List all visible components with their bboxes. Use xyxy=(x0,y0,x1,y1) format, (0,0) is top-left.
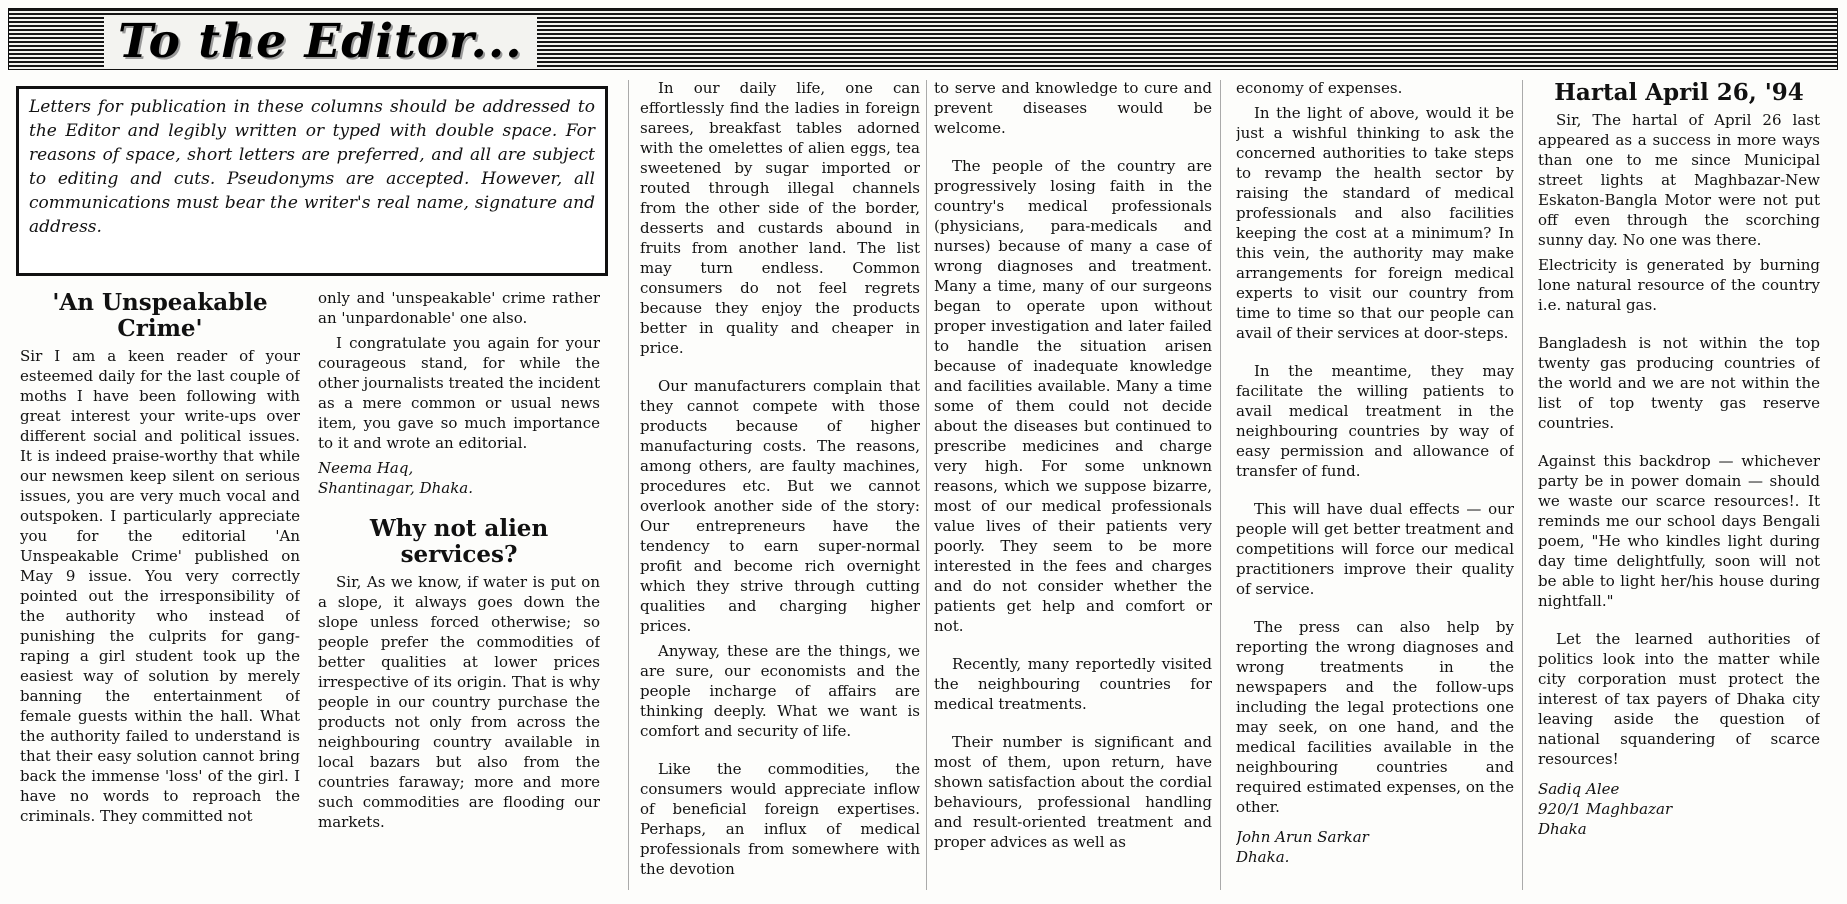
letter3-paragraph: Electricity is generated by burning lone natural resource of the country i.e. natural gas. xyxy=(1538,256,1820,314)
letter1-paragraph: only and 'unspeakable' crime rather an 'unpardonable' one also. xyxy=(318,289,600,327)
letter2-paragraph: Recently, many reportedly visited the neighbouring countries for medical treatments. xyxy=(934,655,1212,713)
letter1-signature xyxy=(318,458,600,498)
letter1-paragraph: Sir I am a keen reader of your esteemed daily for the last couple of moths I have been following with great interest your write-ups over different social and political issues. It is indeed praise-worthy that while our newsmen keep silent on serious issues, you are very much vocal and outspoken. I particularly appreciate you for the editorial 'An Unspeakable Crime' published on May 9 issue. You very correctly pointed out the irresponsibility of the authority who instead of punishing the culprits for gang-raping a girl student took up the easiest way of solution by merely banning the entertainment of female guests within the hall. What the authority failed to understand is that their easy solution cannot bring back the immense 'loss' of the girl. I have no words to reproach the criminals. They committed not xyxy=(20,347,300,825)
letter2-paragraph: Their number is significant and most of them, upon return, have shown satisfaction about the cordial behaviours, professional handling and result-oriented treatment and proper advices as well as xyxy=(934,733,1212,851)
signature-place: Dhaka xyxy=(1538,820,1587,838)
notice-text: Letters for publication in these columns should be addressed to the Editor and legibly written or typed with double space. For reasons of space, short letters are preferred, and all are subject to editing and cuts. Pseudonyms are accepted. However, all communications must bear the writer's real name, signature and address. xyxy=(29,97,595,237)
signature-place: Dhaka. xyxy=(1236,848,1290,866)
letter2-paragraph: The people of the country are progressively losing faith in the country's medical professionals (physicians, para-medicals and nurses) because of many a case of wrong diagnoses and treatment. Many a time, many of our surgeons began to operate upon without proper investigation and later failed to handle the situation arisen because of inadequate knowledge and facilities available. Many a time some of them could not decide about the diseases but continued to prescribe medicines and charge very high. For some unknown reasons, which we suppose bizarre, most of our medical professionals value lives of their patients very poorly. They seem to be more interested in the fees and charges and do not consider whether the patients get help and comfort or not. xyxy=(934,157,1212,635)
column-5 xyxy=(1236,78,1514,898)
letter3-signature xyxy=(1538,779,1820,839)
letter2-paragraph: In the light of above, would it be just a wishful thinking to ask the concerned authorities to take steps to revamp the health sector by raising the standard of medical professionals and also facilities keeping the cost at a minimum? In this vein, the authority may make arrangements for foreign medical experts to visit our country from time to time so that our people can avail of their services at door-steps. xyxy=(1236,104,1514,342)
letter2-paragraph: Sir, As we know, if water is put on a slope, it always goes down the slope unless forced otherwise; so people prefer the commodities of better qualities at lower prices irrespective of its origin. That is why people in our country purchase the products not only from across the neighbouring country available in local bazars but also from the countries faraway; more and more such commodities are flooding our markets. xyxy=(318,573,600,831)
letter2-signature xyxy=(1236,827,1514,867)
headline-hartal: Hartal April 26, '94 xyxy=(1554,79,1804,106)
headline-alien-services: Why not alien services? xyxy=(369,515,549,568)
column-6 xyxy=(1538,78,1820,898)
column-rule xyxy=(628,80,629,890)
submission-notice xyxy=(16,86,608,276)
letter2-paragraph: economy of expenses. xyxy=(1236,79,1403,97)
letter2-paragraph: Anyway, these are the things, we are sure, our economists and the people incharge of affairs are thinking deeply. What we want is comfort and security of life. xyxy=(640,642,920,740)
column-rule xyxy=(1220,80,1221,890)
column-1 xyxy=(20,288,300,900)
letter3-paragraph: Against this backdrop — whichever party be in power domain — should we waste our scarce resources!. It reminds me our school days Bengali poem, "He who kindles light during day time delightfully, soon will not be able to light her/his house during nightfall." xyxy=(1538,452,1820,610)
column-rule xyxy=(1522,80,1523,890)
column-4 xyxy=(934,78,1212,898)
signature-name: Neema Haq, xyxy=(318,459,414,477)
letter2-paragraph: Our manufacturers complain that they cannot compete with those products because of higher manufacturing costs. The reasons, among others, are faulty machines, procedures etc. But we cannot overlook another side of the story: Our entrepreneurs have the tendency to earn super-normal profit and become rich overnight which they strive through cutting qualities and charging higher prices. xyxy=(640,377,920,635)
headline-unspeakable-crime: 'An Unspeakable Crime' xyxy=(52,289,268,342)
letter3-paragraph: Let the learned authorities of politics look into the matter while city corporation must protect the interest of tax payers of Dhaka city leaving aside the question of national squandering of scarce resources! xyxy=(1538,630,1820,768)
letter2-paragraph: This will have dual effects — our people will get better treatment and competitions will force our medical practitioners improve their quality of service. xyxy=(1236,500,1514,598)
letter3-paragraph: Sir, The hartal of April 26 last appeared as a success in more ways than one to me since Municipal street lights at Maghbazar-New Eskaton-Bangla Motor were not put off even through the scorching sunny day. No one was there. xyxy=(1538,111,1820,249)
letter1-paragraph: I congratulate you again for your courageous stand, for while the other journalists treated the incident as a mere common or usual news item, you gave so much importance to it and wrote an editorial. xyxy=(318,334,600,452)
column-3 xyxy=(640,78,920,898)
letter2-paragraph: In our daily life, one can effortlessly find the ladies in foreign sarees, breakfast tables adorned with the omelettes of alien eggs, tea sweetened by sugar imported or routed through illegal channels from the other side of the border, desserts and custards abound in fruits from another land. The list may turn endless. Common consumers do not feel regrets because they enjoy the products better in quality and cheaper in price. xyxy=(640,79,920,357)
letter2-paragraph: The press can also help by reporting the wrong diagnoses and wrong treatments in the newspapers and the follow-ups including the legal protections one may seek, on one hand, and the medical facilities available in the neighbouring countries and required estimated expenses, on the other. xyxy=(1236,618,1514,816)
signature-name: Sadiq Alee xyxy=(1538,780,1620,798)
letter2-paragraph: to serve and knowledge to cure and prevent diseases would be welcome. xyxy=(934,79,1212,137)
letter3-paragraph: Bangladesh is not within the top twenty gas producing countries of the world and we are not within the list of top twenty gas reserve countries. xyxy=(1538,334,1820,432)
signature-address: 920/1 Maghbazar xyxy=(1538,800,1673,818)
previous-page-edge xyxy=(0,0,1847,6)
banner-title: To the Editor... xyxy=(104,15,537,69)
signature-name: John Arun Sarkar xyxy=(1236,828,1369,846)
letter2-paragraph: In the meantime, they may facilitate the willing patients to avail medical treatment in the neighbouring countries by way of easy permission and allowance of transfer of fund. xyxy=(1236,362,1514,480)
letter2-paragraph: Like the commodities, the consumers would appreciate inflow of beneficial foreign expertises. Perhaps, an influx of medical professionals from somewhere with the devotion xyxy=(640,760,920,878)
column-rule xyxy=(926,80,927,890)
column-2 xyxy=(318,288,600,900)
section-banner xyxy=(8,8,1838,70)
signature-place: Shantinagar, Dhaka. xyxy=(318,479,474,497)
